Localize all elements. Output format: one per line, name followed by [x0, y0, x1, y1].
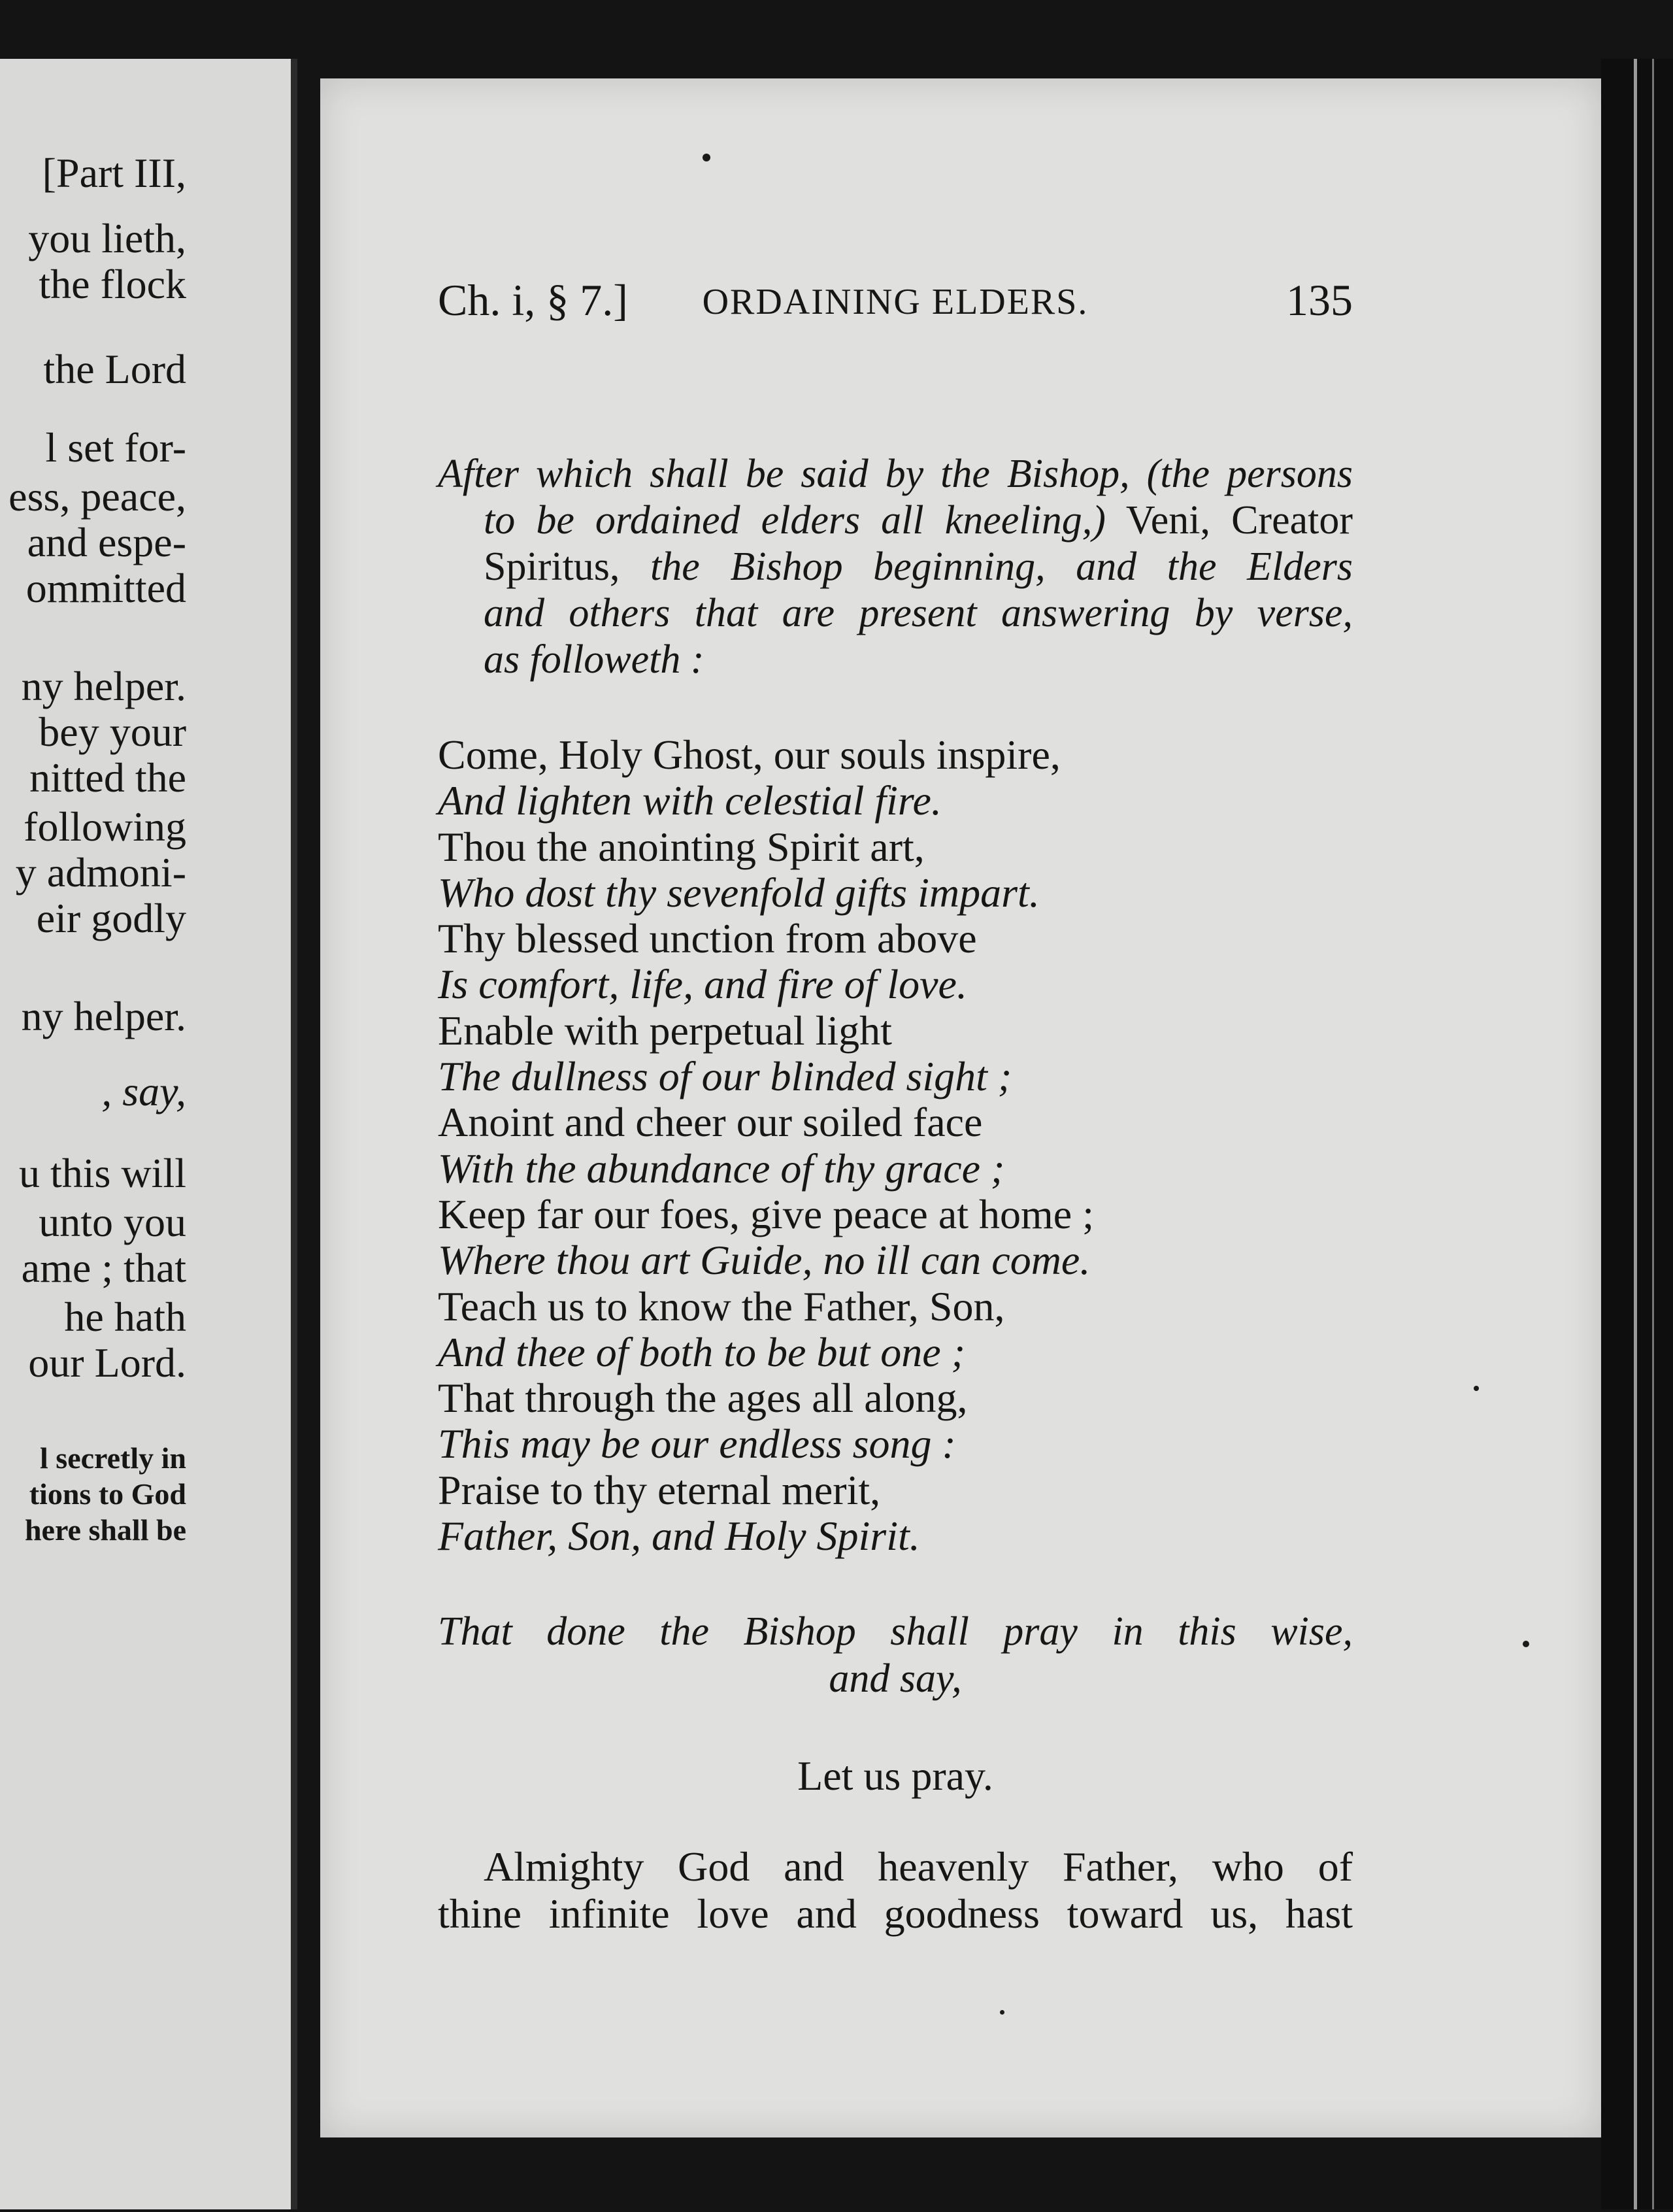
rubric-veni-creator	[438, 451, 1353, 683]
hymn-line: Anoint and cheer our soiled face	[438, 1099, 983, 1146]
hymn-line: Thou the anointing Spirit art,	[438, 823, 925, 870]
hymn-line: The dullness of our blinded sight ;	[438, 1053, 1012, 1100]
hymn-line: With the abundance of thy grace ;	[438, 1145, 1005, 1192]
facing-page-line: here shall be	[24, 1513, 186, 1547]
facing-page-fragment	[0, 59, 297, 2209]
rubric-roman-text: Veni, Creator	[1105, 498, 1353, 543]
page-edge-line	[1652, 59, 1654, 2209]
rubric-prayer-instruction	[438, 1608, 1353, 1702]
facing-page-line: the flock	[39, 261, 186, 307]
ink-speck	[1523, 1641, 1529, 1647]
rubric-line: That done the Bishop shall pray in this wise,	[438, 1609, 1353, 1654]
rubric-line: and others that are present answering by verse,	[484, 591, 1353, 635]
prayer-text	[438, 1843, 1353, 1937]
facing-page-line: u this will	[18, 1150, 186, 1196]
hymn-line: Where thou art Guide, no ill can come.	[438, 1237, 1091, 1284]
rubric-line: and say,	[829, 1656, 962, 1701]
hymn-line: This may be our endless song :	[438, 1420, 956, 1467]
facing-page-line: the Lord	[43, 346, 186, 392]
hymn-line: And lighten with celestial fire.	[438, 777, 942, 824]
book-edge	[1601, 59, 1673, 2209]
prayer-line: thine infinite love and goodness toward us, hast	[438, 1890, 1353, 1937]
facing-page-line: l secretly in	[40, 1441, 186, 1475]
facing-page-line: our Lord.	[28, 1339, 186, 1386]
facing-page-line: l set for-	[45, 424, 186, 471]
facing-page-line: following	[24, 803, 186, 850]
hymn-line: Teach us to know the Father, Son,	[438, 1282, 1005, 1330]
hymn-line: Praise to thy eternal merit,	[438, 1466, 881, 1513]
hymn-line: Come, Holy Ghost, our souls inspire,	[438, 731, 1061, 778]
rubric-line	[438, 544, 1353, 590]
hymn-line: Keep far our foes, give peace at home ;	[438, 1190, 1094, 1237]
ink-speck	[1474, 1386, 1479, 1391]
facing-page-line: ommitted	[25, 565, 186, 611]
facing-page-line: ny helper.	[21, 663, 186, 709]
rubric-line: as followeth :	[484, 637, 704, 682]
facing-page-line: and espe-	[27, 519, 186, 565]
hymn-veni-creator	[438, 732, 1353, 1559]
page-135	[320, 78, 1601, 2137]
facing-page-line: [Part III,	[42, 150, 186, 196]
hymn-line: And thee of both to be but one ;	[438, 1328, 965, 1375]
facing-page-line: bey your	[39, 709, 186, 755]
facing-page-line: tions to God	[29, 1477, 186, 1511]
facing-page-line: , say,	[101, 1068, 186, 1114]
facing-page-line: he hath	[64, 1294, 186, 1340]
chapter-reference: Ch. i, § 7.]	[438, 275, 628, 325]
page-edge-line	[1634, 59, 1637, 2209]
ink-speck	[1000, 2010, 1004, 2015]
facing-page-line: ny helper.	[21, 993, 186, 1039]
hymn-line: Father, Son, and Holy Spirit.	[438, 1513, 920, 1560]
rubric-italic-text: to be ordained elders all kneeling,)	[484, 498, 1106, 543]
hymn-line: Thy blessed unction from above	[438, 915, 977, 962]
ink-speck	[703, 154, 710, 161]
running-title: ORDAINING ELDERS.	[702, 282, 1089, 322]
rubric-line: After which shall be said by the Bishop, (the persons	[438, 452, 1353, 496]
hymn-line: Who dost thy sevenfold gifts impart.	[438, 869, 1040, 916]
facing-page-line: unto you	[39, 1199, 186, 1245]
facing-page-line: y admoni-	[15, 849, 186, 896]
facing-page-line: ess, peace,	[8, 473, 186, 520]
hymn-line: Enable with perpetual light	[438, 1007, 892, 1054]
rubric-roman-text: Spiritus,	[484, 545, 620, 589]
prayer-line: Almighty God and heavenly Father, who of	[484, 1843, 1353, 1890]
page-number: 135	[1286, 275, 1353, 325]
hymn-line: That through the ages all along,	[438, 1375, 968, 1422]
facing-page-line: nitted the	[29, 754, 186, 801]
hymn-line: Is comfort, life, and fire of love.	[438, 961, 967, 1008]
rubric-italic-text: the Bishop beginning, and the Elders	[620, 545, 1353, 589]
rubric-line	[438, 497, 1353, 544]
let-us-pray-heading: Let us pray.	[797, 1752, 993, 1799]
facing-page-line: ame ; that	[21, 1245, 186, 1291]
running-header	[438, 275, 1353, 327]
facing-page-line: eir godly	[36, 895, 186, 941]
facing-page-line: you lieth,	[28, 215, 186, 261]
